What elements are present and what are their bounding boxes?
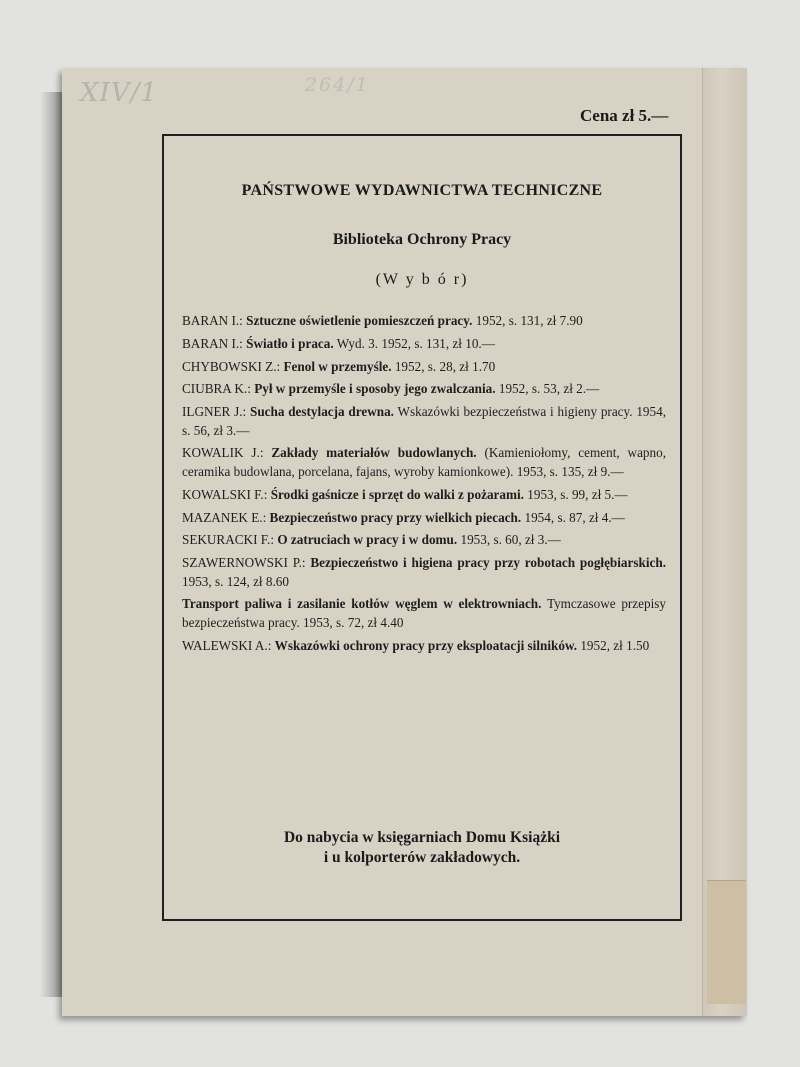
list-item: [182, 380, 666, 399]
list-item: [182, 595, 666, 632]
book-list: [182, 312, 666, 660]
entry-details: 1953, s. 60, zł 3.—: [460, 532, 561, 548]
list-item: [182, 509, 666, 528]
entry-title: Sztuczne oświetlenie pomieszczeń pracy.: [246, 313, 473, 328]
entry-details: 1953, s. 124, zł 8.60: [182, 573, 289, 589]
price-label: Cena zł 5.—: [580, 106, 669, 125]
entry-details: 1952, s. 53, zł 2.—: [498, 381, 600, 397]
entry-details: Tymczasowe przepisy bezpieczeństwa pracy. 1953, s. 72, zł 4.40: [182, 596, 666, 630]
entry-author: CIUBRA K.:: [182, 381, 251, 397]
series-title: Biblioteka Ochrony Pracy: [332, 231, 512, 248]
availability-line-2: i u kolporterów zakładowych.: [323, 849, 521, 866]
entry-title: O zatruciach w pracy i w domu.: [277, 532, 458, 548]
availability-note: [162, 828, 682, 868]
entry-details: 1952, s. 131, zł 7.90: [475, 313, 583, 328]
entry-details: 1953, s. 99, zł 5.—: [527, 486, 628, 502]
entry-author: BARAN I.:: [182, 313, 243, 328]
publisher-heading: PAŃSTWOWE WYDAWNICTWA TECHNICZNE: [241, 182, 603, 199]
entry-title: Środki gaśnicze i sprzęt do walki z pożarami.: [270, 486, 524, 502]
entry-details: (Kamieniołomy, cement, wapno, ceramika budowlana, porcelana, fajans, wyroby kamionkowe). 1953, s. 135, zł 9.—: [182, 445, 667, 479]
handwritten-shelf-mark: XIV/1: [80, 78, 158, 108]
entry-author: KOWALIK J.:: [182, 445, 264, 461]
entry-details: 1952, zł 1.50: [580, 637, 650, 653]
selection-subtitle: (W y b ó r): [375, 271, 469, 288]
entry-author: ILGNER J.:: [182, 404, 247, 420]
list-item: [182, 637, 666, 656]
entry-author: SEKURACKI F.:: [182, 532, 275, 548]
entry-author: WALEWSKI A.:: [182, 637, 272, 653]
list-item: [182, 486, 666, 505]
list-item: [182, 312, 666, 331]
list-item: [182, 531, 666, 550]
entry-details: 1954, s. 87, zł 4.—: [524, 509, 625, 525]
entry-details: Wskazówki bezpieczeństwa i higieny pracy. 1954, s. 56, zł 3.—: [182, 404, 667, 438]
list-item: [182, 358, 666, 377]
list-item: [182, 554, 666, 591]
entry-title: Pył w przemyśle i sposoby jego zwalczania.: [254, 381, 496, 397]
entry-title: Światło i praca.: [246, 335, 334, 351]
entry-title: Zakłady materiałów budowlanych.: [271, 445, 477, 461]
entry-details: Wyd. 3. 1952, s. 131, zł 10.—: [336, 335, 495, 351]
entry-author: SZAWERNOWSKI P.:: [182, 555, 306, 571]
handwritten-number: 264/1: [305, 74, 370, 96]
entry-author: CHYBOWSKI Z.:: [182, 358, 281, 374]
entry-title: Bezpieczeństwo pracy przy wielkich piecach.: [269, 509, 522, 525]
list-item: [182, 335, 666, 354]
entry-title: Wskazówki ochrony pracy przy eksploatacji silników.: [274, 637, 578, 653]
entry-title: Sucha destylacja drewna.: [250, 404, 394, 420]
entry-author: KOWALSKI F.:: [182, 486, 268, 502]
entry-title: Fenol w przemyśle.: [283, 358, 392, 374]
entry-author: MAZANEK E.:: [182, 509, 267, 525]
entry-title: Bezpieczeństwo i higiena pracy przy robotach pogłębiarskich.: [310, 555, 666, 571]
spine-tape: [707, 880, 746, 1004]
book-spine: [702, 68, 747, 1016]
availability-line-1: Do nabycia w księgarniach Domu Książki: [283, 829, 560, 846]
entry-details: 1952, s. 28, zł 1.70: [394, 358, 496, 374]
entry-title: Transport paliwa i zasilanie kotłów węglem w elektrowniach.: [182, 596, 542, 612]
list-item: [182, 403, 666, 440]
entry-author: BARAN I.:: [182, 335, 243, 351]
list-item: [182, 444, 666, 481]
